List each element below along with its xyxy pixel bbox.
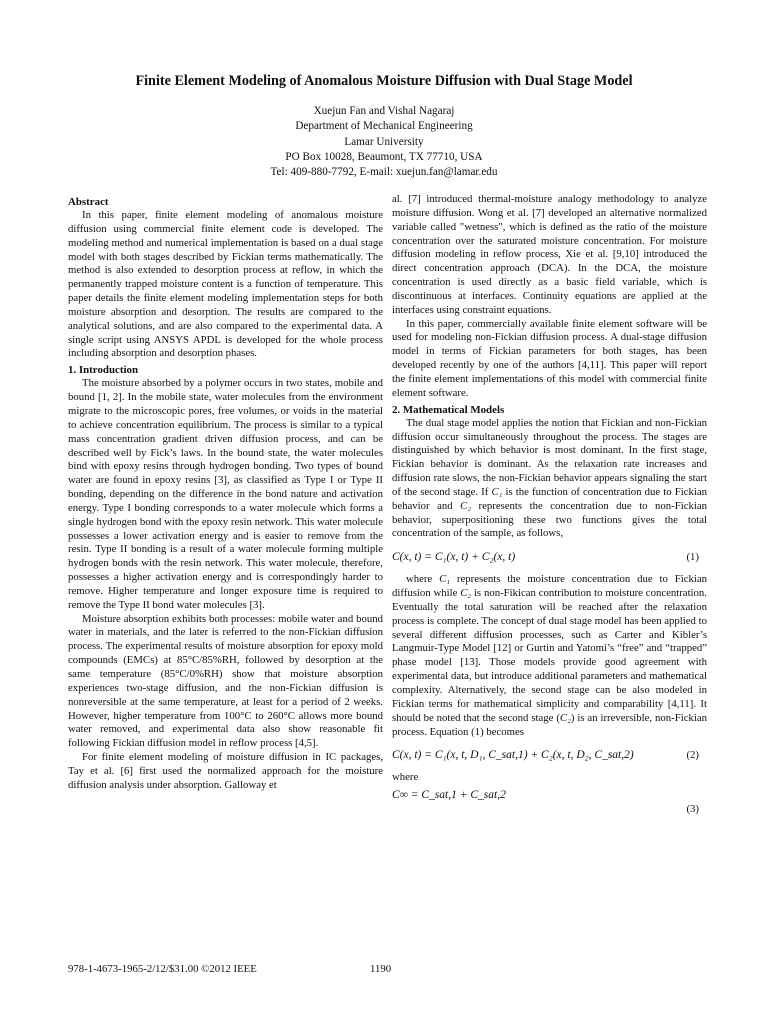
equation-1-number: (1): [686, 551, 699, 564]
intro-paragraph-1: The moisture absorbed by a polymer occurs in two states, mobile and bound [1, 2]. In the mobile state, water molecules from the environment migrate to the microscopic pores, free volumes, or voids in the material to achieve concentration equilibrium. The process is similar to a typical mass concentration gradient driven diffusion process, and can be described well by Fick’s laws. In the bound state, the water molecules bind with epoxy resins through hydrogen bonding. Two types of bound water are found in epoxy resins [3], as classified as Type I or Type II bonding, depending on the difference in the bond nature and activation energy. Type I bonding corresponds to a water molecule which forms a single hydrogen bond with the epoxy resin network. This water molecule possesses a lower activation energy and is easier to remove from the resin. Type II bonding is a result of a water molecule forming multiple hydrogen bonds with the resin network. This water molecule, therefore, possesses a higher activation energy and is correspondingly harder to remove. Higher temperature and longer exposure time is required to remove the Type II bond water molecules [3].: [68, 377, 383, 611]
author-names: Xuejun Fan and Vishal Nagaraj: [313, 105, 455, 117]
math-paragraph-1: The dual stage model applies the notion that Fickian and non-Fickian diffusion occur simultaneously throughout the process. The stages are distinguished by which behavior is most dominant. In the first stage, Fickian behavior is dominant. As the relaxation rate increases and diffusion rate slows, the non-Fickian behavior appears signaling the start of the second stage. If C₁ is the function of concentration due to Fickian behavior and C₂ represents the concentration due to non-Fickian behavior, superpositioning these two functions gives the total concentration of the sample, as follows,: [392, 416, 707, 540]
equation-3-expression: C∞ = C_sat,1 + C_sat,2: [392, 789, 506, 802]
equation-2: [392, 743, 707, 769]
abstract-text: In this paper, finite element modeling of anomalous moisture diffusion using commercial finite element code is developed. The modeling method and numerical implementation is based on a dual stage model with both stages described by Fickian terms mathematically. The method is also extended to desorption process at reflow, in which the permanently trapped moisture content is a function of temperature. This paper details the finite element modeling implementation steps for both moisture absorption and desorption. The results are compared to the analytical solutions, and are also compared to the experimental data. A single script using ANSYS APDL is developed for the whole process including absorption and desorption phases.: [68, 209, 383, 360]
right-column: [392, 193, 707, 816]
equation-1-expression: C(x, t) = C₁(x, t) + C₂(x, t): [392, 551, 516, 564]
math-models-heading: 2. Mathematical Models: [392, 403, 505, 416]
author-university: Lamar University: [344, 135, 424, 148]
intro-paragraph-3: For finite element modeling of moisture diffusion in IC packages, Tay et al. [6] first used the normalized approach for the moisture diffusion analysis under absorption. Galloway et: [68, 751, 383, 791]
equation-2-expression: C(x, t) = C₁(x, t, D₁, C_sat,1) + C₂(x, t, D₂, C_sat,2): [392, 749, 634, 762]
page-number: 1190: [370, 963, 392, 975]
right-paragraph-1: al. [7] introduced thermal-moisture analogy methodology to analyze moisture diffusion. Wong et al. [7] developed an alternative normalized variable called "wetness", which is defined as the ratio of the moisture concentration over the saturated moisture concentration. For moisture diffusion modeling in reflow process, Xie et al. [9,10] introduced the direct concentration approach (DCA). In the DCA, the moisture concentration is used directly as a basic field variable, which is discontinuous at interfaces. Continuity equations are applied at the interfaces using constraint equations.: [392, 193, 707, 316]
author-contact: Tel: 409-880-7792, E-mail: xuejun.fan@lamar.edu: [270, 166, 498, 179]
equation-3-number: (3): [686, 803, 699, 816]
author-address: PO Box 10028, Beaumont, TX 77710, USA: [285, 150, 483, 163]
math-paragraph-2: where C₁ represents the moisture concentration due to Fickian diffusion while C₂ is non-Fikican contribution to moisture concentration. Eventually the total saturation will be reached after the relaxation process is complete. The concept of dual stage model has been applied to several different diffusion processes, such as Carter and Kibler’s Langmuir-Type Model [12] or Gurtin and Yatomi’s “free” and “trapped” phase model [13]. Those models provide good agreement with experimental data, but introduce additional parameters and mathematical complexity. Alternatively, the second stage can be also modeled in Fickian terms for mathematical simplicity and comparability [4,11]. It should be noted that the second stage (C₂) is an irreversible, non-Fickian process. Equation (1) becomes: [392, 573, 707, 738]
copyright-footer: 978-1-4673-1965-2/12/$31.00 ©2012 IEEE: [68, 963, 257, 975]
intro-paragraph-2: Moisture absorption exhibits both processes: mobile water and bound water in materials, and the later is referred to the non-Fickian diffusion process. The experimental results of moisture absorption for epoxy mold compounds (EMCs) at 85°C/85%RH, followed by desorption at the same temperature (85°C/0%RH) show that moisture absorption experiences two-stage diffusion, and the non-Fickian diffusion is nonreversible at the same temperature, at least for a period of 2 weeks. However, higher temperature from 100°C to 260°C allows more bound water removed, and experimental data also show reasonable fit following Fickian diffusion model in reflow process [4,5].: [68, 612, 383, 750]
abstract-heading: Abstract: [68, 196, 109, 208]
author-department: Department of Mechanical Engineering: [295, 120, 473, 133]
equation-1: [392, 545, 707, 571]
author-block: [150, 104, 618, 180]
where-text: where: [392, 771, 419, 784]
equation-2-number: (2): [686, 749, 699, 762]
introduction-heading: 1. Introduction: [68, 364, 138, 377]
right-paragraph-2: In this paper, commercially available finite element software will be used for modeling non-Fickian diffusion process. A dual-stage diffusion model in terms of Fickian parameters for both stages, has been developed recently by one of the authors [4,11]. This paper will report the finite element implementations of this model with commercial finite element software.: [392, 317, 707, 399]
symbol-c2: C₂: [460, 499, 472, 512]
paper-title: Finite Element Modeling of Anomalous Moisture Diffusion with Dual Stage Model: [135, 73, 633, 89]
left-column: [68, 195, 383, 793]
equation-3: [392, 789, 707, 816]
symbol-c1: C₁: [491, 485, 503, 498]
